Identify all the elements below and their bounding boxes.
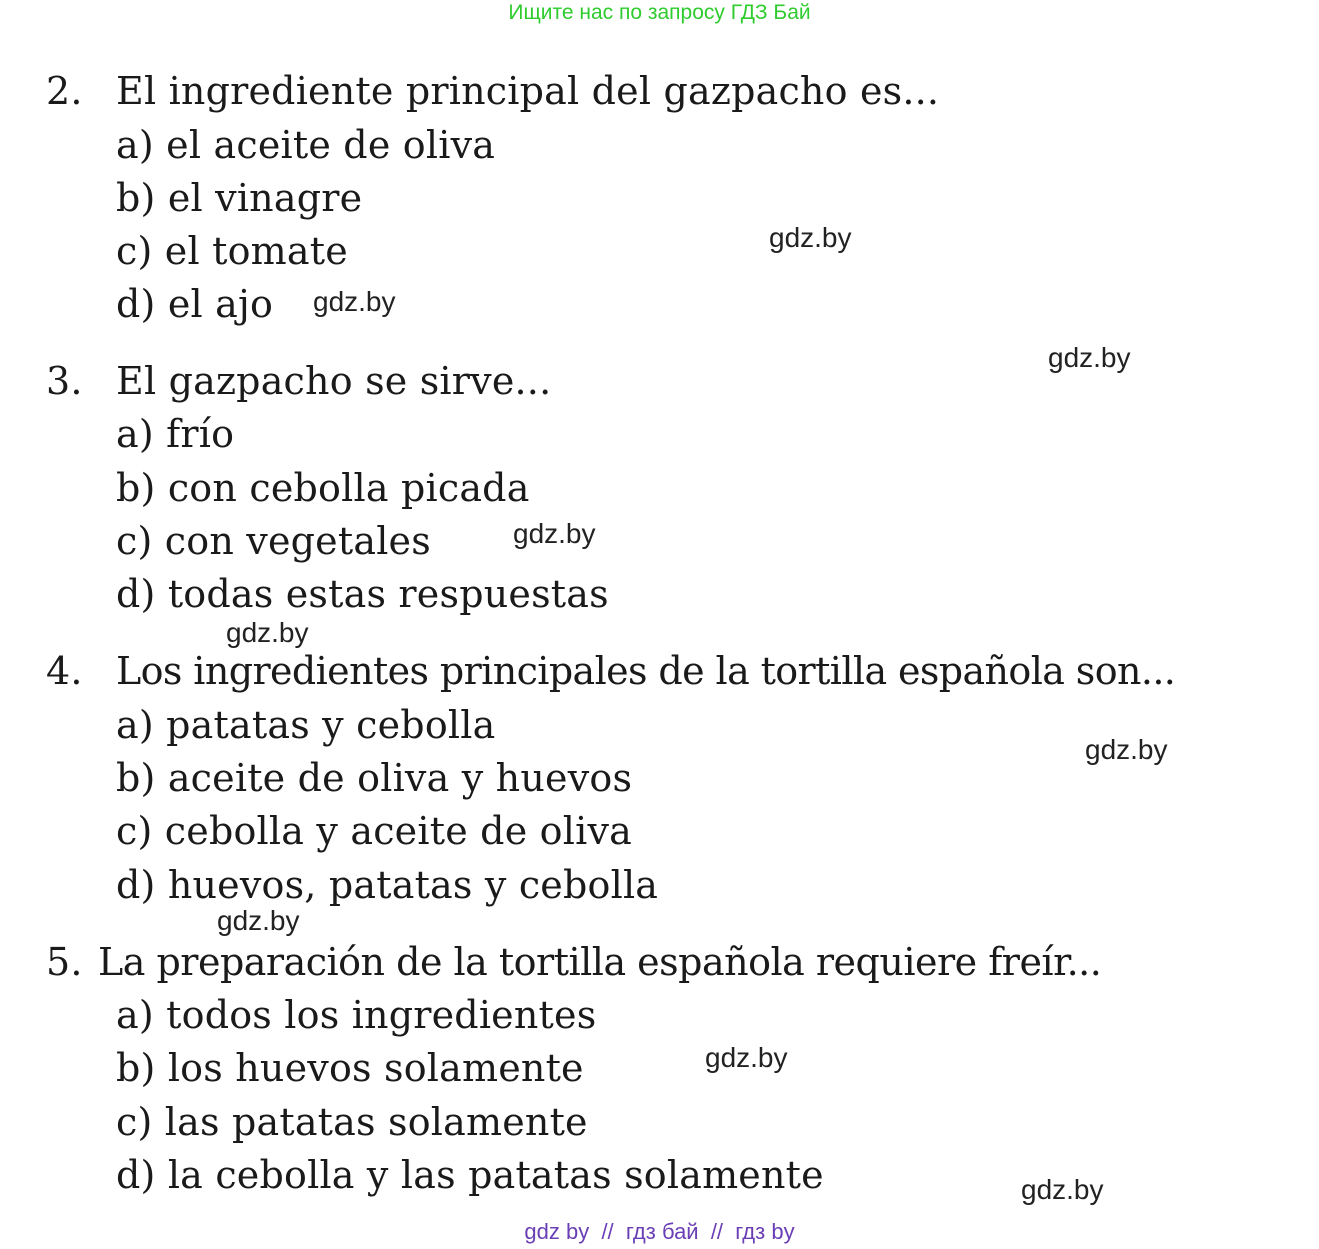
question-2-option-d: d) el ajo (116, 282, 274, 326)
question-4-option-c: c) cebolla y aceite de oliva (116, 809, 632, 853)
question-4-option-a: a) patatas y cebolla (116, 703, 496, 747)
question-3-option-a: a) frío (116, 412, 235, 456)
watermark: gdz.by (226, 617, 309, 648)
watermark: gdz.by (1021, 1174, 1104, 1205)
question-number: 2. (46, 69, 83, 113)
question-3 (46, 354, 551, 408)
watermark: gdz.by (1085, 734, 1168, 765)
watermark: gdz.by (705, 1042, 788, 1073)
question-2-option-c: c) el tomate (116, 229, 348, 273)
question-3-option-c: c) con vegetales (116, 519, 431, 563)
watermark: gdz.by (313, 286, 396, 317)
question-text: El ingrediente principal del gazpacho es... (116, 69, 940, 113)
question-text: La preparación de la tortilla española requiere freír... (98, 940, 1102, 984)
question-5-option-d: d) la cebolla y las patatas solamente (116, 1153, 824, 1197)
question-5 (46, 935, 1101, 989)
question-number: 5. (46, 940, 83, 984)
question-number: 3. (46, 359, 83, 403)
question-2-option-b: b) el vinagre (116, 176, 363, 220)
site-header-note: Ищите нас по запросу ГДЗ Бай (508, 1, 811, 24)
watermark: gdz.by (769, 222, 852, 253)
question-4 (46, 644, 1175, 698)
question-text: El gazpacho se sirve... (116, 359, 552, 403)
watermark: gdz.by (513, 518, 596, 549)
question-3-option-b: b) con cebolla picada (116, 466, 530, 510)
question-4-option-b: b) aceite de oliva y huevos (116, 756, 633, 800)
question-3-option-d: d) todas estas respuestas (116, 572, 609, 616)
question-text: Los ingredientes principales de la tortilla española son... (116, 649, 1176, 693)
watermark: gdz.by (1048, 342, 1131, 373)
watermark: gdz.by (217, 905, 300, 936)
site-footer-note: gdz by // гдз бай // гдз by (524, 1219, 795, 1244)
question-5-option-a: a) todos los ingredientes (116, 993, 597, 1037)
question-number: 4. (46, 649, 83, 693)
question-5-option-c: c) las patatas solamente (116, 1100, 588, 1144)
question-2-option-a: a) el aceite de oliva (116, 123, 496, 167)
question-2 (46, 64, 939, 118)
question-4-option-d: d) huevos, patatas y cebolla (116, 863, 659, 907)
question-5-option-b: b) los huevos solamente (116, 1046, 584, 1090)
